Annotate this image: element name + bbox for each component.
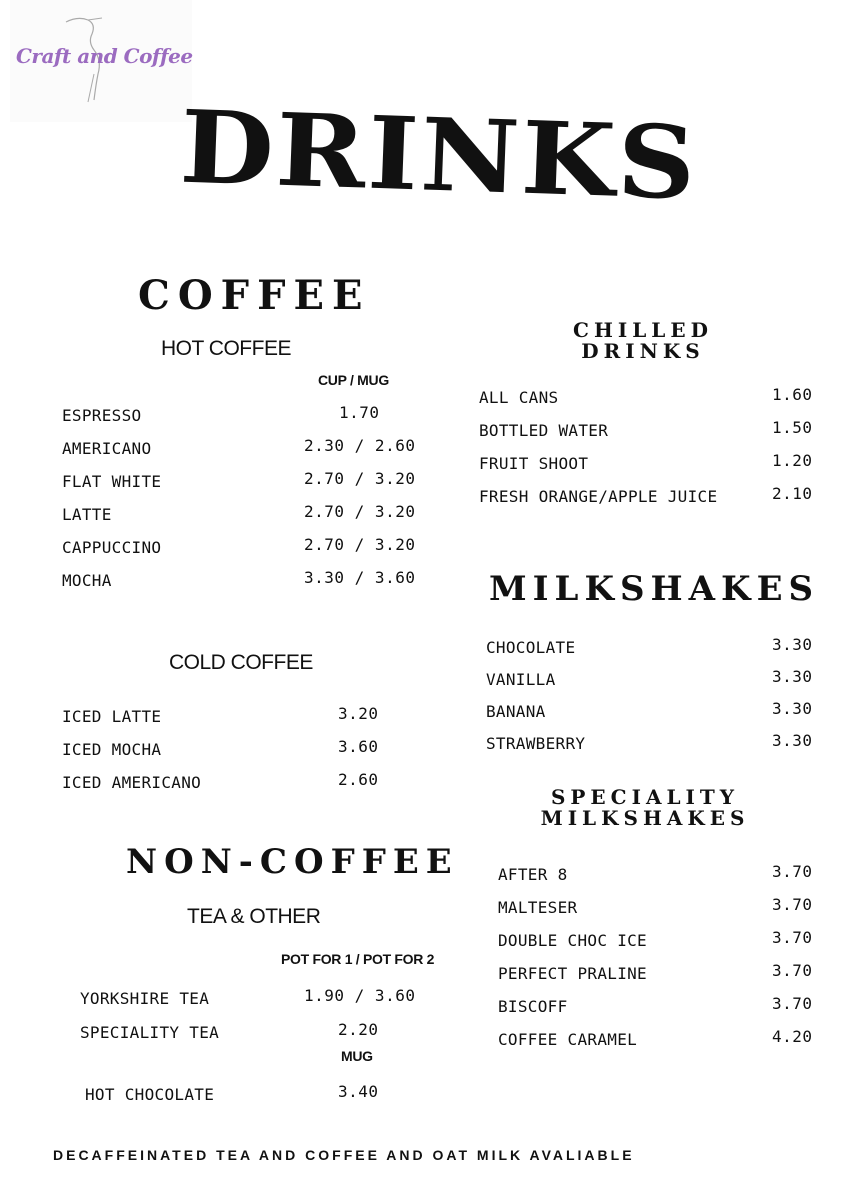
milkshakes-heading: MILKSHAKES — [489, 569, 820, 609]
menu-item-price: 3.70 — [772, 895, 813, 914]
menu-item-name: FRESH ORANGE/APPLE JUICE — [479, 487, 718, 506]
menu-item-price: 2.70 / 3.20 — [304, 469, 416, 488]
menu-item-name: BOTTLED WATER — [479, 421, 609, 440]
tea-other-subheading: TEA & OTHER — [187, 905, 321, 928]
menu-item-name: SPECIALITY TEA — [80, 1023, 220, 1042]
footer-note: DECAFFEINATED TEA AND COFFEE AND OAT MILK AVALIABLE — [53, 1147, 635, 1163]
menu-item-price: 3.30 — [772, 731, 813, 750]
menu-item-price: 3.30 / 3.60 — [304, 568, 416, 587]
menu-item-name: LATTE — [62, 505, 112, 524]
menu-item-price: 3.70 — [772, 961, 813, 980]
speciality-heading-line2: MILKSHAKES — [540, 806, 750, 830]
menu-item-price: 3.30 — [772, 667, 813, 686]
menu-item-price: 2.10 — [772, 484, 813, 503]
menu-item-price: 1.90 / 3.60 — [304, 986, 416, 1005]
menu-item-price: 1.50 — [772, 418, 813, 437]
menu-item-name: AFTER 8 — [498, 865, 568, 884]
menu-item-name: ESPRESSO — [62, 406, 142, 425]
menu-item-name: STRAWBERRY — [486, 734, 586, 753]
menu-item-price: 3.70 — [772, 928, 813, 947]
chilled-heading-line2: DRINKS — [581, 339, 705, 363]
cup-mug-header: CUP / MUG — [318, 372, 389, 388]
menu-item-price: 2.70 / 3.20 — [304, 502, 416, 521]
chilled-heading — [563, 320, 723, 362]
menu-item-price: 3.30 — [772, 699, 813, 718]
menu-item-name: YORKSHIRE TEA — [80, 989, 210, 1008]
page-title: DRINKS — [178, 87, 700, 223]
menu-item-name: ALL CANS — [479, 388, 559, 407]
menu-item-name: ICED MOCHA — [62, 740, 162, 759]
non-coffee-heading: NON-COFFEE — [126, 842, 459, 882]
menu-item-price: 3.30 — [772, 635, 813, 654]
mug-header: MUG — [341, 1048, 373, 1064]
menu-item-name: MOCHA — [62, 571, 112, 590]
pot-header: POT FOR 1 / POT FOR 2 — [281, 951, 435, 967]
menu-item-name: MALTESER — [498, 898, 578, 917]
speciality-heading — [533, 787, 757, 829]
menu-item-price: 3.70 — [772, 862, 813, 881]
logo-text: Craft and Coffee — [16, 44, 193, 68]
coffee-heading: COFFEE — [138, 272, 371, 319]
menu-item-price: 1.20 — [772, 451, 813, 470]
menu-item-name: FRUIT SHOOT — [479, 454, 589, 473]
menu-item-price: 2.30 / 2.60 — [304, 436, 416, 455]
menu-item-name: ICED AMERICANO — [62, 773, 202, 792]
menu-item-price: 1.60 — [772, 385, 813, 404]
menu-item-name: BISCOFF — [498, 997, 568, 1016]
menu-item-price: 3.70 — [772, 994, 813, 1013]
chilled-heading-line1: CHILLED — [573, 318, 713, 342]
menu-item-name: CHOCOLATE — [486, 638, 576, 657]
cold-coffee-subheading: COLD COFFEE — [169, 651, 313, 674]
menu-item-name: BANANA — [486, 702, 546, 721]
menu-item-name: AMERICANO — [62, 439, 152, 458]
menu-item-price: 4.20 — [772, 1027, 813, 1046]
menu-item-price: 1.70 — [339, 403, 380, 422]
menu-item-name: COFFEE CARAMEL — [498, 1030, 638, 1049]
menu-item-name: FLAT WHITE — [62, 472, 162, 491]
menu-item-name: VANILLA — [486, 670, 556, 689]
hot-coffee-subheading: HOT COFFEE — [161, 337, 291, 360]
menu-item-price: 3.60 — [338, 737, 379, 756]
menu-item-price: 3.40 — [338, 1082, 379, 1101]
menu-item-price: 2.70 / 3.20 — [304, 535, 416, 554]
menu-item-name: DOUBLE CHOC ICE — [498, 931, 647, 950]
menu-item-price: 2.20 — [338, 1020, 379, 1039]
menu-item-name: ICED LATTE — [62, 707, 162, 726]
menu-item-name: HOT CHOCOLATE — [85, 1085, 215, 1104]
menu-item-name: CAPPUCCINO — [62, 538, 162, 557]
menu-item-price: 3.20 — [338, 704, 379, 723]
menu-item-name: PERFECT PRALINE — [498, 964, 647, 983]
menu-item-price: 2.60 — [338, 770, 379, 789]
speciality-heading-line1: SPECIALITY — [550, 785, 740, 809]
